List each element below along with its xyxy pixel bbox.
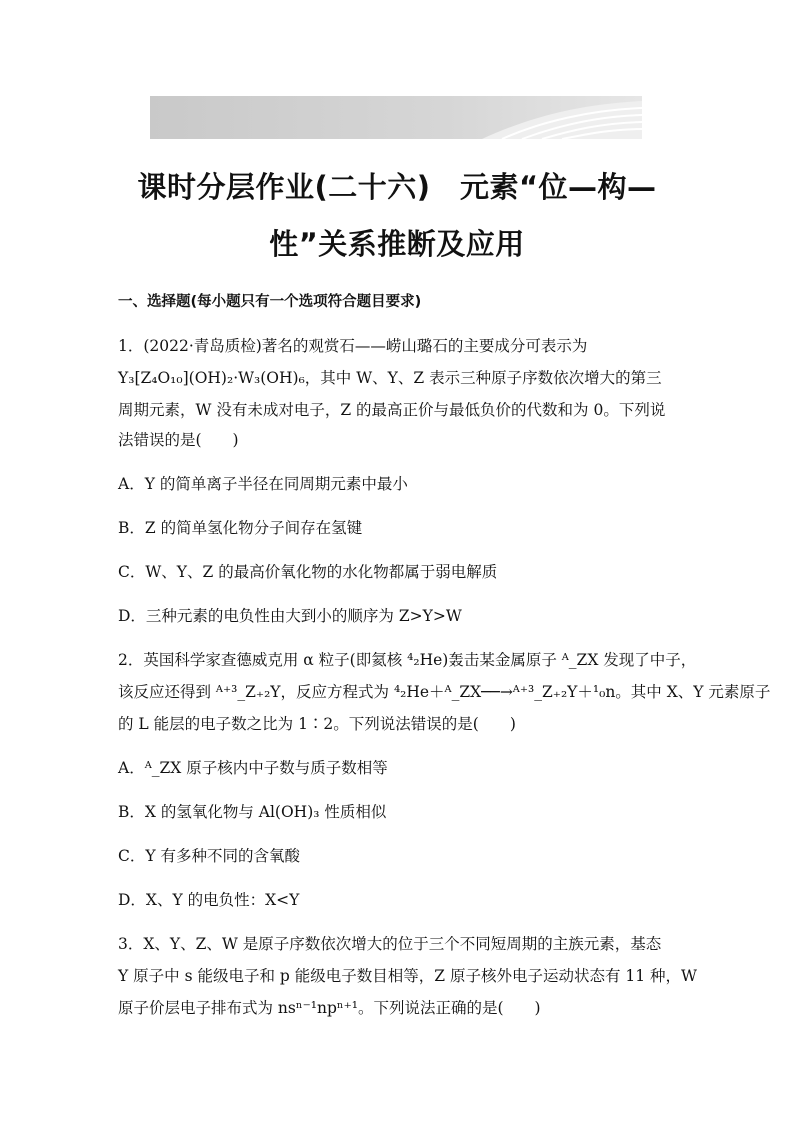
q3-line3: 原子价层电子排布式为 nsⁿ⁻¹npⁿ⁺¹。下列说法正确的是( )	[118, 999, 541, 1017]
page-title-line1: 课时分层作业(二十六) 元素“位—构—	[137, 170, 657, 204]
q1-option-a: A．Y 的简单离子半径在同周期元素中最小	[118, 475, 408, 493]
q1-line1: 1．(2022·青岛质检)著名的观赏石——崂山璐石的主要成分可表示为	[118, 337, 588, 355]
q3-line2: Y 原子中 s 能级电子和 p 能级电子数目相等，Z 原子核外电子运动状态有 11 种，W	[118, 967, 697, 985]
q1-option-d: D．三种元素的电负性由大到小的顺序为 Z>Y>W	[118, 607, 462, 625]
q3-line1: 3．X、Y、Z、W 是原子序数依次增大的位于三个不同短周期的主族元素，基态	[118, 935, 662, 953]
q2-option-d: D．X、Y 的电负性：X<Y	[118, 891, 300, 909]
q1-option-b: B．Z 的简单氢化物分子间存在氢键	[118, 519, 363, 537]
page-title-line2: 性”关系推断及应用	[269, 227, 525, 261]
q2-option-c: C．Y 有多种不同的含氧酸	[118, 847, 301, 865]
q2-line3: 的 L 能层的电子数之比为 1∶2。下列说法错误的是( )	[118, 715, 516, 733]
header-banner	[150, 96, 642, 139]
page-curl-decoration-icon	[462, 96, 642, 139]
q1-line3: 周期元素，W 没有未成对电子，Z 的最高正价与最低负价的代数和为 0。下列说	[118, 401, 666, 419]
q2-line1: 2．英国科学家查德威克用 α 粒子(即氦核 ⁴₂He)轰击某金属原子 ᴬ_ZX 发现了中子，	[118, 651, 697, 669]
q1-line4: 法错误的是( )	[118, 431, 239, 449]
section-heading: 一、选择题(每小题只有一个选项符合题目要求)	[118, 294, 422, 310]
q2-option-a: A．ᴬ_ZX 原子核内中子数与质子数相等	[118, 759, 388, 777]
q2-option-b: B．X 的氢氧化物与 Al(OH)₃ 性质相似	[118, 803, 387, 821]
q1-line2: Y₃[Z₄O₁₀](OH)₂·W₃(OH)₆，其中 W、Y、Z 表示三种原子序数依次增大的第三	[118, 369, 662, 387]
q2-line2: 该反应还得到 ᴬ⁺³_Z₊₂Y，反应方程式为 ⁴₂He＋ᴬ_ZX──→ᴬ⁺³_Z₊₂Y＋¹₀n。其中 X、Y 元素原子	[118, 683, 771, 701]
q1-option-c: C．W、Y、Z 的最高价氧化物的水化物都属于弱电解质	[118, 563, 498, 581]
